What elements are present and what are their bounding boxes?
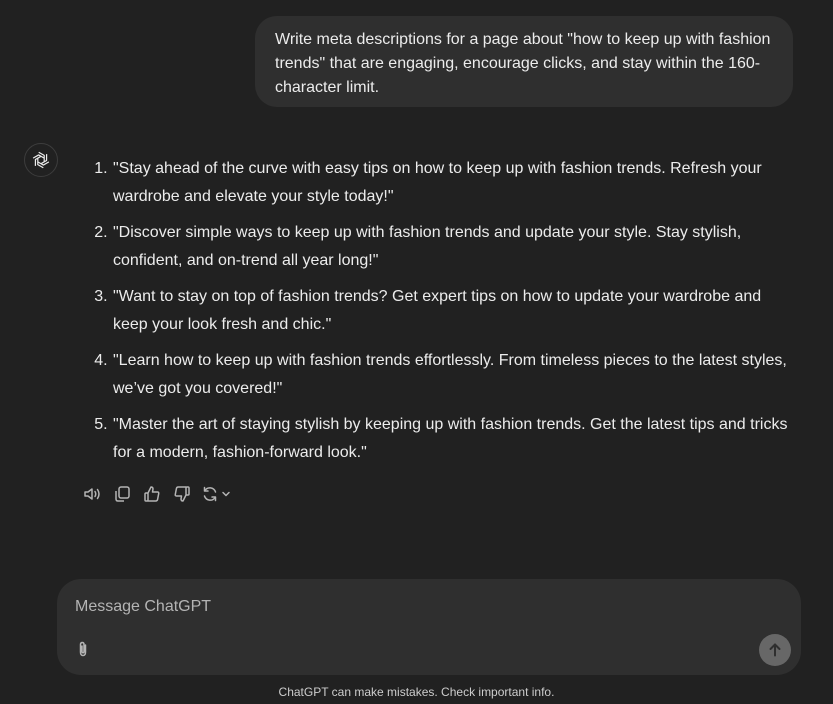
list-item: 2. "Discover simple ways to keep up with fashion trends and update your style. Stay stylish, confident, and on-trend all year long!" — [112, 219, 798, 275]
thumbs-up-button[interactable] — [140, 482, 164, 506]
assistant-response — [82, 155, 798, 475]
message-input[interactable] — [75, 595, 775, 619]
disclaimer-text: ChatGPT can make mistakes. Check important info. — [278, 685, 555, 699]
list-item: 4. "Learn how to keep up with fashion trends effortlessly. From timeless pieces to the latest styles, we’ve got you covered!" — [112, 347, 798, 403]
thumbs-up-icon — [142, 484, 162, 504]
copy-icon — [112, 484, 132, 504]
message-actions — [80, 482, 232, 506]
thumbs-down-button[interactable] — [170, 482, 194, 506]
list-item: 1. "Stay ahead of the curve with easy tips on how to keep up with fashion trends. Refresh your wardrobe and elevate your style today!" — [112, 155, 798, 211]
paperclip-icon — [73, 639, 93, 659]
arrow-up-icon — [766, 641, 784, 659]
user-message-text: Write meta descriptions for a page about "how to keep up with fashion trends" that are engaging, encourage clicks, and stay within the 160-character limit. — [275, 31, 771, 96]
list-item: 3. "Want to stay on top of fashion trends? Get expert tips on how to update your wardrobe and keep your look fresh and chic." — [112, 283, 798, 339]
openai-logo-icon — [30, 149, 52, 171]
chevron-down-icon — [220, 488, 232, 500]
copy-button[interactable] — [110, 482, 134, 506]
message-composer — [57, 579, 801, 675]
regenerate-button[interactable] — [200, 482, 232, 506]
attach-button[interactable] — [71, 637, 95, 661]
thumbs-down-icon — [172, 484, 192, 504]
user-message-bubble — [255, 16, 793, 107]
send-button[interactable] — [759, 634, 791, 666]
meta-description-list — [82, 155, 798, 467]
assistant-avatar — [24, 143, 58, 177]
read-aloud-icon — [82, 484, 102, 504]
read-aloud-button[interactable] — [80, 482, 104, 506]
regenerate-icon — [200, 484, 220, 504]
list-item: 5. "Master the art of staying stylish by keeping up with fashion trends. Get the latest tips and tricks for a modern, fashion-forward look." — [112, 411, 798, 467]
